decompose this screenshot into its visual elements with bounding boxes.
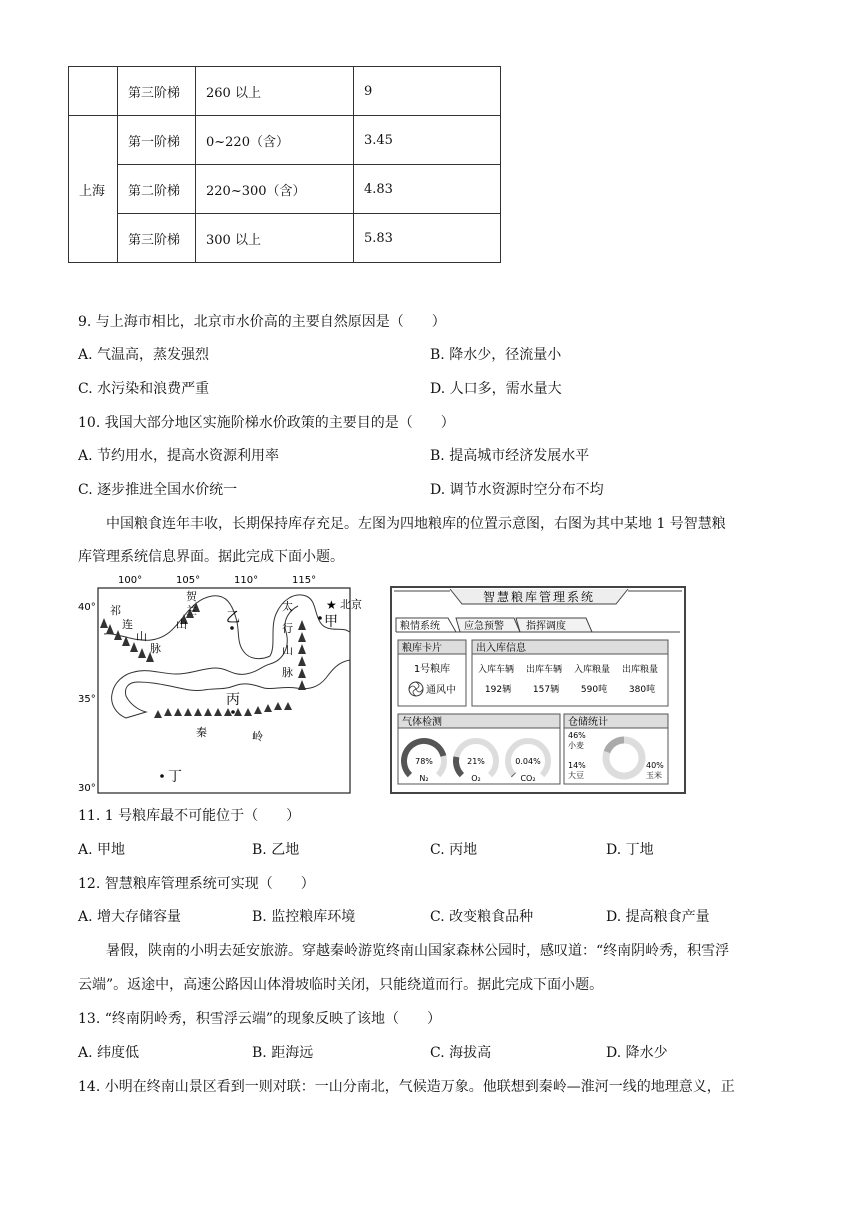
io-header: 出库粮量 [622,665,659,675]
question-11-option-d[interactable]: D. 丁地 [606,842,654,858]
question-11-stem: 11. 1 号粮库最不可能位于（ ） [78,808,301,824]
storage-name-wheat: 小麦 [568,741,584,750]
smart-granary-system-panel [390,586,686,794]
gauge-gas-name: O₂ [471,774,481,783]
question-10-option-c[interactable]: C. 逐步推进全国水价统一 [78,482,238,498]
gauge-fill [513,774,514,775]
granary-card-name: 1号粮库 [413,664,451,675]
table-cell-range: 220~300（含） [196,165,354,214]
taihang-label: 山 [282,644,293,657]
tab-emergency-label: 应急预警 [464,621,504,632]
question-10-stem: 10. 我国大部分地区实施阶梯水价政策的主要目的是（ ） [78,415,455,431]
system-title: 智慧粮库管理系统 [482,590,596,604]
lon-label: 110° [234,575,259,586]
table-cell-price: 3.45 [354,116,501,165]
storage-name-corn: 玉米 [646,771,662,780]
table-row [69,116,501,165]
question-12-stem: 12. 智慧粮库管理系统可实现（ ） [78,876,315,892]
qilian-label: 祁 [110,604,121,617]
table-cell-price: 9 [354,67,501,116]
table-cell-tier: 第三阶梯 [118,67,196,116]
question-11-option-a[interactable]: A. 甲地 [78,842,126,858]
question-10-option-b[interactable]: B. 提高城市经济发展水平 [430,448,590,464]
question-11-option-b[interactable]: B. 乙地 [252,842,300,858]
io-header: 出库车辆 [526,665,563,675]
table-cell-range: 260 以上 [196,67,354,116]
point-ding-label: 丁 [168,769,182,785]
lat-label: 30° [78,783,96,794]
gauge-value: 0.04% [515,757,541,766]
question-10-option-d[interactable]: D. 调节水资源时空分布不均 [430,482,604,498]
question-13-option-a[interactable]: A. 纬度低 [78,1045,140,1061]
point-ding [160,774,164,778]
question-12-option-b[interactable]: B. 监控粮库环境 [252,909,356,925]
question-9-option-d[interactable]: D. 人口多，需水量大 [430,381,562,397]
io-value: 590吨 [580,685,608,695]
io-header: 入库粮量 [574,665,611,675]
question-13-option-d[interactable]: D. 降水少 [606,1045,668,1061]
passage-1-line-1: 中国粮食连年丰收，长期保持库存充足。左图为四地粮库的位置示意图，右图为其中某地 1 号智慧粮 [106,516,726,532]
gauge-gas-name: CO₂ [520,774,536,783]
beijing-label: 北京 [340,598,362,611]
gauge-value: 78% [415,757,433,766]
gauge-gas-name: N₂ [419,774,429,783]
beijing-star-icon: ★ [326,598,337,612]
point-jia [318,616,322,620]
gauge-value: 21% [467,757,485,766]
taihang-label: 行 [282,622,293,635]
question-9-option-a[interactable]: A. 气温高，蒸发强烈 [78,347,210,363]
question-11-option-c[interactable]: C. 丙地 [430,842,478,858]
question-9-stem: 9. 与上海市相比，北京市水价高的主要自然原因是（ ） [78,314,446,330]
table-row [69,165,501,214]
question-13-option-c[interactable]: C. 海拔高 [430,1045,492,1061]
io-header: 入库车辆 [478,665,515,675]
lon-label: 105° [176,575,201,586]
passage-2-line-2: 云端”。返途中，高速公路因山体滑坡临时关闭，只能绕道而行。据此完成下面小题。 [78,977,604,993]
point-bing [231,710,235,714]
table-cell-range: 0~220（含） [196,116,354,165]
passage-1-line-2: 库管理系统信息界面。据此完成下面小题。 [78,549,344,565]
qilian-label: 脉 [150,642,161,655]
table-row [69,67,501,116]
question-14-stem: 14. 小明在终南山景区看到一则对联：一山分南北，气候造万象。他联想到秦岭—淮河一线的地理意义，正 [78,1079,735,1095]
question-9-option-c[interactable]: C. 水污染和浪费严重 [78,381,210,397]
gas-detection-title: 气体检测 [402,717,442,728]
io-value: 380吨 [628,685,656,695]
qinling-label: 岭 [252,730,263,743]
qinling-label: 秦 [196,726,207,739]
question-13-stem: 13. “终南阴岭秀，积雪浮云端”的现象反映了该地（ ） [78,1011,442,1027]
storage-pct-wheat: 46% [568,731,586,740]
tab-grain-status-label: 粮情系统 [400,621,440,632]
table-cell-tier: 第三阶梯 [118,214,196,263]
table-cell-price: 4.83 [354,165,501,214]
granary-card-status: 通风中 [426,685,456,696]
granary-card-title: 粮库卡片 [402,643,442,654]
storage-name-soy: 大豆 [568,771,584,780]
table-cell-tier: 第二阶梯 [118,165,196,214]
qilian-label: 连 [122,618,133,631]
tab-dispatch-label: 指挥调度 [526,621,566,632]
question-12-option-a[interactable]: A. 增大存储容量 [78,909,182,925]
question-13-option-b[interactable]: B. 距海远 [252,1045,314,1061]
io-value: 157辆 [532,685,560,695]
helan-label: 兰 [186,604,197,617]
passage-2-line-1: 暑假，陕南的小明去延安旅游。穿越秦岭游览终南山国家森林公园时，感叹道：“终南阴岭秀，积雪浮 [106,943,730,959]
storage-pct-corn: 40% [646,761,664,770]
taihang-label: 太 [282,600,293,613]
granary-location-map [76,570,376,796]
storage-pct-soy: 14% [568,761,586,770]
table-cell-city [69,67,118,116]
lat-label: 40° [78,602,96,613]
map-frame [98,588,350,793]
table-row [69,214,501,263]
question-10-option-a[interactable]: A. 节约用水，提高水资源利用率 [78,448,280,464]
question-12-option-d[interactable]: D. 提高粮食产量 [606,909,710,925]
lon-label: 115° [292,575,317,586]
lat-label: 35° [78,694,96,705]
io-value: 192辆 [484,685,512,695]
table-cell-tier: 第一阶梯 [118,116,196,165]
helan-label: 贺 [186,590,197,603]
table-cell-price: 5.83 [354,214,501,263]
table-cell-city: 上海 [69,116,118,263]
storage-stats-title: 仓储统计 [568,717,608,728]
point-yi-label: 乙 [226,610,240,626]
question-9-option-b[interactable]: B. 降水少，径流量小 [430,347,562,363]
taihang-label: 脉 [282,666,293,679]
qilian-label: 山 [136,630,147,643]
lon-label: 100° [118,575,143,586]
point-bing-label: 丙 [226,692,240,708]
point-yi [230,626,234,630]
table-cell-range: 300 以上 [196,214,354,263]
point-jia-label: 甲 [324,614,338,630]
water-price-table [68,66,501,263]
io-info-title: 出入库信息 [476,643,526,654]
helan-label: 山 [176,618,187,631]
question-12-option-c[interactable]: C. 改变粮食品种 [430,909,534,925]
